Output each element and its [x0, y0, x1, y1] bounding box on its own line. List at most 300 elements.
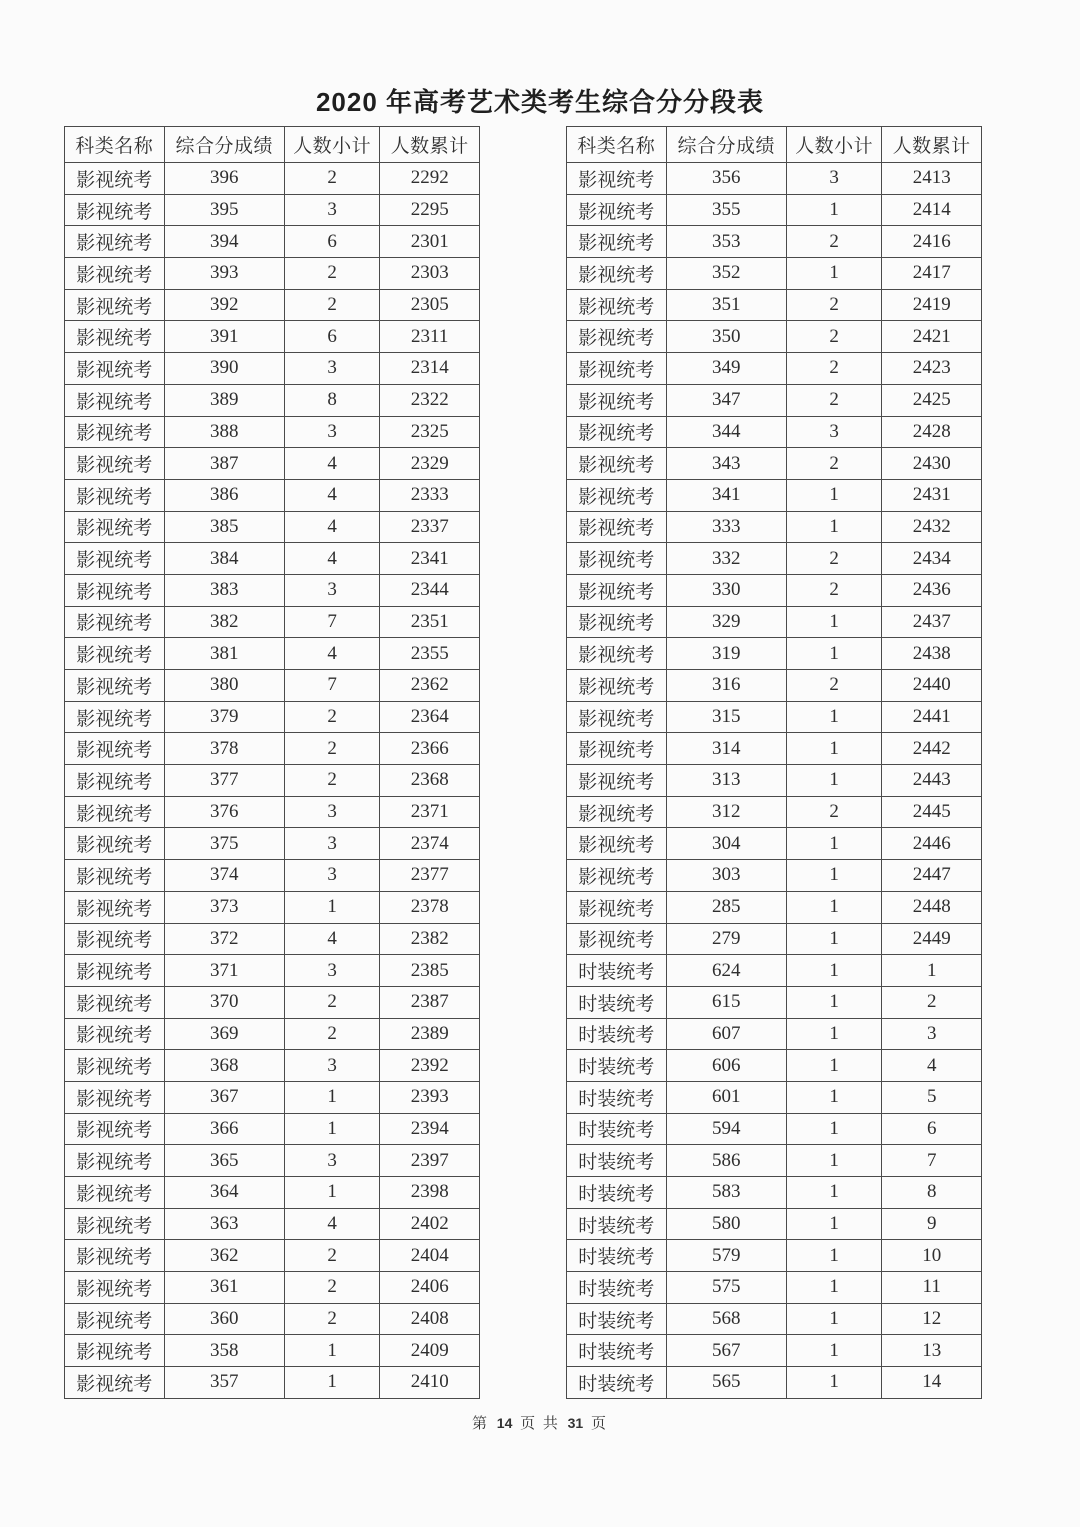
cell-count-subtotal: 3 [284, 1050, 379, 1082]
cell-score: 385 [164, 511, 284, 543]
cell-count-subtotal: 1 [786, 891, 881, 923]
table-row [567, 1113, 982, 1145]
cell-count-cumulative: 2305 [380, 289, 480, 321]
cell-category: 影视统考 [65, 1272, 165, 1304]
cell-category: 影视统考 [65, 511, 165, 543]
table-row [567, 258, 982, 290]
table-row [567, 1081, 982, 1113]
cell-score: 606 [666, 1050, 786, 1082]
cell-count-subtotal: 1 [786, 1177, 881, 1209]
table-row [65, 258, 480, 290]
cell-score: 575 [666, 1272, 786, 1304]
footer-label-prefix: 第 [472, 1416, 490, 1432]
cell-score: 389 [164, 384, 284, 416]
cell-count-cumulative: 2341 [380, 543, 480, 575]
table-row [65, 574, 480, 606]
cell-count-cumulative: 12 [882, 1303, 982, 1335]
cell-score: 303 [666, 860, 786, 892]
table-row [65, 860, 480, 892]
cell-score: 380 [164, 670, 284, 702]
cell-count-cumulative: 2385 [380, 955, 480, 987]
footer-label-suffix: 页 [590, 1416, 608, 1432]
cell-count-subtotal: 4 [284, 638, 379, 670]
cell-category: 影视统考 [567, 891, 667, 923]
cell-count-subtotal: 3 [284, 194, 379, 226]
cell-count-cumulative: 2430 [882, 448, 982, 480]
table-row [567, 321, 982, 353]
cell-count-subtotal: 1 [284, 1081, 379, 1113]
cell-category: 影视统考 [567, 860, 667, 892]
cell-category: 影视统考 [65, 1050, 165, 1082]
cell-score: 367 [164, 1081, 284, 1113]
table-row [65, 701, 480, 733]
footer-label-mid1: 页 [520, 1416, 538, 1432]
table-row [65, 226, 480, 258]
cell-count-cumulative: 7 [882, 1145, 982, 1177]
table-row [567, 891, 982, 923]
cell-category: 时装统考 [567, 1145, 667, 1177]
cell-count-cumulative: 2432 [882, 511, 982, 543]
cell-category: 影视统考 [65, 860, 165, 892]
cell-count-subtotal: 6 [284, 321, 379, 353]
cell-category: 影视统考 [65, 1208, 165, 1240]
cell-category: 影视统考 [567, 384, 667, 416]
table-row [65, 796, 480, 828]
cell-score: 378 [164, 733, 284, 765]
cell-score: 370 [164, 986, 284, 1018]
table-row [567, 1240, 982, 1272]
cell-count-subtotal: 1 [786, 1050, 881, 1082]
table-row [567, 1177, 982, 1209]
cell-count-subtotal: 7 [284, 670, 379, 702]
cell-count-subtotal: 1 [786, 860, 881, 892]
cell-category: 时装统考 [567, 1335, 667, 1367]
cell-score: 391 [164, 321, 284, 353]
table-row [65, 289, 480, 321]
table-row [567, 163, 982, 195]
cell-count-subtotal: 1 [786, 194, 881, 226]
cell-score: 388 [164, 416, 284, 448]
cell-score: 362 [164, 1240, 284, 1272]
table-row [567, 701, 982, 733]
cell-count-cumulative: 2314 [380, 353, 480, 385]
cell-score: 329 [666, 606, 786, 638]
table-row [65, 1081, 480, 1113]
cell-count-cumulative: 2292 [380, 163, 480, 195]
cell-category: 影视统考 [567, 670, 667, 702]
cell-count-cumulative: 2398 [380, 1177, 480, 1209]
table-row [65, 733, 480, 765]
cell-category: 影视统考 [567, 701, 667, 733]
table-row [65, 606, 480, 638]
cell-count-subtotal: 2 [284, 289, 379, 321]
cell-count-cumulative: 2344 [380, 574, 480, 606]
cell-category: 影视统考 [65, 258, 165, 290]
cell-count-subtotal: 2 [786, 384, 881, 416]
table-row [567, 511, 982, 543]
table-row [65, 163, 480, 195]
cell-count-cumulative: 2431 [882, 479, 982, 511]
cell-count-subtotal: 2 [786, 670, 881, 702]
cell-score: 352 [666, 258, 786, 290]
cell-score: 312 [666, 796, 786, 828]
cell-count-cumulative: 2377 [380, 860, 480, 892]
cell-count-subtotal: 1 [786, 638, 881, 670]
cell-category: 影视统考 [567, 289, 667, 321]
cell-category: 影视统考 [567, 479, 667, 511]
cell-count-cumulative: 2449 [882, 923, 982, 955]
cell-count-subtotal: 2 [786, 448, 881, 480]
cell-count-cumulative: 11 [882, 1272, 982, 1304]
table-row [567, 1208, 982, 1240]
cell-count-cumulative: 2366 [380, 733, 480, 765]
cell-count-subtotal: 1 [786, 1303, 881, 1335]
cell-score: 341 [666, 479, 786, 511]
cell-count-cumulative: 2355 [380, 638, 480, 670]
cell-count-cumulative: 6 [882, 1113, 982, 1145]
cell-count-subtotal: 1 [786, 1240, 881, 1272]
column-header-4: 人数累计 [882, 127, 982, 163]
table-row [65, 543, 480, 575]
cell-count-cumulative: 2389 [380, 1018, 480, 1050]
cell-category: 影视统考 [567, 796, 667, 828]
cell-count-subtotal: 1 [284, 1335, 379, 1367]
cell-category: 影视统考 [65, 1081, 165, 1113]
cell-category: 时装统考 [567, 1367, 667, 1399]
cell-count-subtotal: 2 [284, 1240, 379, 1272]
cell-count-cumulative: 2425 [882, 384, 982, 416]
table-row [65, 1050, 480, 1082]
cell-count-cumulative: 8 [882, 1177, 982, 1209]
table-row [567, 955, 982, 987]
cell-score: 365 [164, 1145, 284, 1177]
cell-count-cumulative: 2311 [380, 321, 480, 353]
cell-count-subtotal: 1 [786, 479, 881, 511]
table-row [567, 289, 982, 321]
table-row [65, 1240, 480, 1272]
cell-count-cumulative: 2413 [882, 163, 982, 195]
cell-score: 601 [666, 1081, 786, 1113]
table-row [65, 479, 480, 511]
cell-score: 383 [164, 574, 284, 606]
cell-count-cumulative: 5 [882, 1081, 982, 1113]
score-table-right [566, 126, 982, 1399]
cell-count-subtotal: 1 [786, 1113, 881, 1145]
cell-count-cumulative: 9 [882, 1208, 982, 1240]
cell-count-subtotal: 2 [284, 1018, 379, 1050]
cell-count-subtotal: 2 [786, 226, 881, 258]
cell-count-cumulative: 2437 [882, 606, 982, 638]
table-row [65, 891, 480, 923]
cell-score: 586 [666, 1145, 786, 1177]
cell-category: 时装统考 [567, 1050, 667, 1082]
cell-score: 565 [666, 1367, 786, 1399]
table-row [65, 1177, 480, 1209]
cell-count-cumulative: 2362 [380, 670, 480, 702]
column-header-1: 科类名称 [567, 127, 667, 163]
cell-count-subtotal: 3 [284, 353, 379, 385]
cell-category: 时装统考 [567, 955, 667, 987]
cell-score: 333 [666, 511, 786, 543]
cell-count-subtotal: 4 [284, 511, 379, 543]
cell-category: 影视统考 [567, 258, 667, 290]
cell-score: 381 [164, 638, 284, 670]
cell-category: 影视统考 [65, 543, 165, 575]
cell-category: 影视统考 [567, 574, 667, 606]
column-header-1: 科类名称 [65, 127, 165, 163]
cell-count-subtotal: 3 [284, 796, 379, 828]
cell-count-cumulative: 2394 [380, 1113, 480, 1145]
cell-category: 影视统考 [65, 765, 165, 797]
cell-category: 影视统考 [567, 353, 667, 385]
cell-score: 343 [666, 448, 786, 480]
cell-count-cumulative: 2393 [380, 1081, 480, 1113]
cell-count-subtotal: 1 [786, 1272, 881, 1304]
cell-category: 时装统考 [567, 1081, 667, 1113]
cell-count-cumulative: 13 [882, 1335, 982, 1367]
table-row [65, 1018, 480, 1050]
cell-score: 594 [666, 1113, 786, 1145]
cell-count-subtotal: 2 [284, 1303, 379, 1335]
cell-category: 影视统考 [567, 733, 667, 765]
cell-category: 影视统考 [567, 638, 667, 670]
table-row [65, 765, 480, 797]
table-row [567, 353, 982, 385]
cell-count-cumulative: 2417 [882, 258, 982, 290]
cell-category: 影视统考 [65, 796, 165, 828]
table-row [65, 1272, 480, 1304]
cell-count-subtotal: 2 [786, 796, 881, 828]
cell-score: 355 [666, 194, 786, 226]
cell-count-cumulative: 2423 [882, 353, 982, 385]
cell-category: 时装统考 [567, 1208, 667, 1240]
cell-count-cumulative: 2445 [882, 796, 982, 828]
cell-category: 影视统考 [65, 638, 165, 670]
cell-count-subtotal: 1 [786, 1335, 881, 1367]
cell-count-subtotal: 2 [786, 353, 881, 385]
cell-score: 392 [164, 289, 284, 321]
footer-total-pages: 31 [567, 1415, 584, 1431]
table-row [65, 923, 480, 955]
cell-count-cumulative: 2387 [380, 986, 480, 1018]
cell-score: 285 [666, 891, 786, 923]
cell-category: 影视统考 [65, 1367, 165, 1399]
cell-count-cumulative: 2382 [380, 923, 480, 955]
cell-category: 影视统考 [567, 606, 667, 638]
cell-category: 影视统考 [65, 1177, 165, 1209]
cell-category: 影视统考 [567, 765, 667, 797]
table-row [65, 384, 480, 416]
table-row [65, 638, 480, 670]
cell-score: 350 [666, 321, 786, 353]
cell-score: 568 [666, 1303, 786, 1335]
cell-score: 580 [666, 1208, 786, 1240]
cell-count-subtotal: 2 [786, 574, 881, 606]
table-row [567, 384, 982, 416]
table-row [567, 194, 982, 226]
table-row [567, 1145, 982, 1177]
page-title: 2020 年高考艺术类考生综合分分段表 [315, 87, 765, 117]
table-row [567, 416, 982, 448]
cell-score: 374 [164, 860, 284, 892]
cell-score: 316 [666, 670, 786, 702]
cell-count-cumulative: 2402 [380, 1208, 480, 1240]
cell-category: 影视统考 [567, 828, 667, 860]
table-row [65, 986, 480, 1018]
cell-count-cumulative: 2441 [882, 701, 982, 733]
cell-count-subtotal: 1 [284, 1367, 379, 1399]
cell-count-cumulative: 2397 [380, 1145, 480, 1177]
cell-count-subtotal: 1 [284, 1177, 379, 1209]
table-row [65, 1145, 480, 1177]
cell-count-cumulative: 2337 [380, 511, 480, 543]
cell-category: 影视统考 [65, 1018, 165, 1050]
cell-count-cumulative: 2406 [380, 1272, 480, 1304]
cell-count-subtotal: 4 [284, 923, 379, 955]
cell-category: 影视统考 [65, 828, 165, 860]
column-header-3: 人数小计 [284, 127, 379, 163]
cell-count-subtotal: 3 [786, 163, 881, 195]
cell-score: 353 [666, 226, 786, 258]
footer-page-number: 14 [496, 1415, 513, 1431]
cell-category: 时装统考 [567, 1018, 667, 1050]
cell-category: 影视统考 [65, 194, 165, 226]
cell-category: 影视统考 [65, 1240, 165, 1272]
cell-count-subtotal: 4 [284, 479, 379, 511]
table-row [567, 828, 982, 860]
footer-label-mid2: 共 [542, 1416, 560, 1432]
cell-count-subtotal: 8 [284, 384, 379, 416]
cell-count-cumulative: 2351 [380, 606, 480, 638]
cell-category: 影视统考 [567, 511, 667, 543]
cell-score: 360 [164, 1303, 284, 1335]
cell-count-subtotal: 2 [284, 733, 379, 765]
table-row [567, 1018, 982, 1050]
cell-count-subtotal: 1 [786, 258, 881, 290]
table-header-row [567, 127, 982, 163]
cell-count-cumulative: 2295 [380, 194, 480, 226]
cell-count-subtotal: 1 [786, 1145, 881, 1177]
cell-count-cumulative: 2408 [380, 1303, 480, 1335]
cell-count-subtotal: 2 [786, 289, 881, 321]
cell-category: 影视统考 [65, 891, 165, 923]
cell-score: 368 [164, 1050, 284, 1082]
cell-category: 时装统考 [567, 1272, 667, 1304]
table-row [567, 574, 982, 606]
cell-category: 影视统考 [65, 1303, 165, 1335]
cell-count-subtotal: 1 [786, 701, 881, 733]
cell-category: 影视统考 [65, 321, 165, 353]
cell-count-cumulative: 2440 [882, 670, 982, 702]
cell-category: 影视统考 [65, 353, 165, 385]
cell-score: 395 [164, 194, 284, 226]
table-row [567, 986, 982, 1018]
table-row [567, 1272, 982, 1304]
cell-score: 357 [164, 1367, 284, 1399]
cell-category: 影视统考 [567, 321, 667, 353]
column-header-3: 人数小计 [786, 127, 881, 163]
cell-count-subtotal: 2 [284, 701, 379, 733]
table-row [567, 1303, 982, 1335]
table-row [567, 1335, 982, 1367]
score-table-left [64, 126, 480, 1399]
cell-count-subtotal: 1 [786, 1018, 881, 1050]
page-footer [0, 1412, 1080, 1433]
column-header-2: 综合分成绩 [164, 127, 284, 163]
cell-score: 364 [164, 1177, 284, 1209]
cell-count-cumulative: 2364 [380, 701, 480, 733]
cell-category: 影视统考 [65, 701, 165, 733]
cell-category: 影视统考 [65, 1145, 165, 1177]
cell-count-subtotal: 4 [284, 543, 379, 575]
cell-count-subtotal: 7 [284, 606, 379, 638]
cell-category: 影视统考 [65, 955, 165, 987]
cell-category: 时装统考 [567, 1113, 667, 1145]
table-header-row [65, 127, 480, 163]
cell-score: 624 [666, 955, 786, 987]
cell-category: 影视统考 [567, 923, 667, 955]
table-row [65, 1303, 480, 1335]
cell-count-subtotal: 1 [786, 828, 881, 860]
cell-count-cumulative: 2301 [380, 226, 480, 258]
cell-category: 影视统考 [65, 226, 165, 258]
cell-count-cumulative: 2436 [882, 574, 982, 606]
cell-category: 影视统考 [65, 163, 165, 195]
table-row [65, 416, 480, 448]
cell-count-subtotal: 3 [284, 416, 379, 448]
column-header-2: 综合分成绩 [666, 127, 786, 163]
cell-category: 影视统考 [65, 384, 165, 416]
cell-score: 607 [666, 1018, 786, 1050]
cell-category: 影视统考 [65, 448, 165, 480]
cell-category: 影视统考 [65, 416, 165, 448]
cell-score: 356 [666, 163, 786, 195]
cell-count-cumulative: 2421 [882, 321, 982, 353]
table-row [65, 194, 480, 226]
cell-count-cumulative: 3 [882, 1018, 982, 1050]
cell-score: 390 [164, 353, 284, 385]
table-row [65, 670, 480, 702]
cell-category: 影视统考 [65, 986, 165, 1018]
cell-count-cumulative: 2404 [380, 1240, 480, 1272]
cell-score: 330 [666, 574, 786, 606]
cell-score: 361 [164, 1272, 284, 1304]
cell-count-subtotal: 1 [786, 1208, 881, 1240]
cell-count-cumulative: 2419 [882, 289, 982, 321]
cell-score: 387 [164, 448, 284, 480]
table-row [567, 1367, 982, 1399]
cell-score: 373 [164, 891, 284, 923]
cell-score: 351 [666, 289, 786, 321]
cell-score: 567 [666, 1335, 786, 1367]
cell-score: 579 [666, 1240, 786, 1272]
cell-count-cumulative: 2303 [380, 258, 480, 290]
cell-count-subtotal: 2 [786, 321, 881, 353]
table-row [65, 321, 480, 353]
cell-category: 影视统考 [65, 1113, 165, 1145]
cell-score: 279 [666, 923, 786, 955]
cell-count-subtotal: 1 [786, 511, 881, 543]
cell-category: 影视统考 [65, 479, 165, 511]
cell-count-subtotal: 4 [284, 1208, 379, 1240]
cell-count-cumulative: 2410 [380, 1367, 480, 1399]
cell-count-cumulative: 14 [882, 1367, 982, 1399]
cell-count-subtotal: 4 [284, 448, 379, 480]
cell-count-subtotal: 1 [786, 1367, 881, 1399]
table-row [567, 638, 982, 670]
cell-score: 319 [666, 638, 786, 670]
cell-score: 304 [666, 828, 786, 860]
